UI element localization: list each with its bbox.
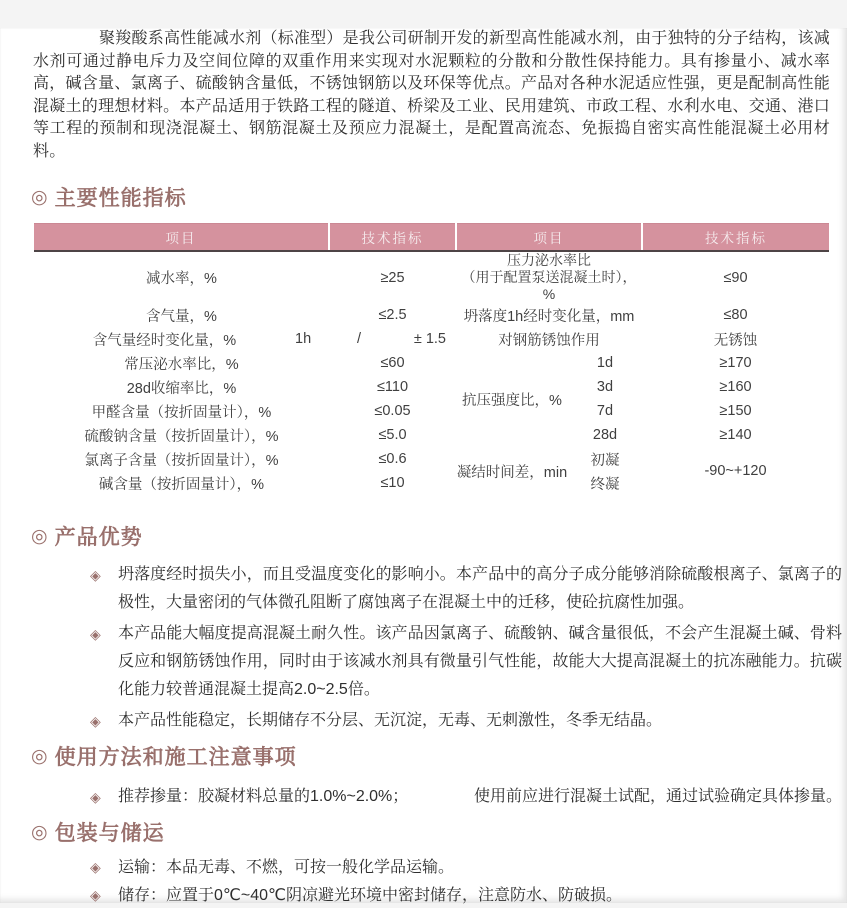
intro-paragraph: 聚羧酸系高性能减水剂（标准型）是我公司研制开发的新型高性能减水剂，由于独特的分子结构，该减水剂可通过静电斥力及空间位障的双重作用来实现对水泥颗粒的分散和分散性保持能力。具有掺量小、减水率高，碱含量、氯离子、硫酸钠含量低，不锈蚀钢筋以及环保等优点。产品对各种水泥适应性强，更是配制高性能混凝土的理想材料。本产品适用于铁路工程的隧道、桥梁及工业、民用建筑、市政工程、水利水电、交通、港口等工程的预制和现浇混凝土、钢筋混凝土及预应力混凝土，是配置高流态、免振捣自密实高性能混凝土必用材料。 xyxy=(33,30,830,160)
section-marker-icon: ◎ xyxy=(31,745,48,767)
table-cell-item: 含气量，% xyxy=(146,308,217,325)
list-item xyxy=(90,707,842,735)
table-cell-value: ≤5.0 xyxy=(378,427,407,443)
table-row xyxy=(34,447,829,471)
diamond-bullet-icon: ◈ xyxy=(90,887,101,903)
diamond-bullet-icon: ◈ xyxy=(90,859,101,875)
list-item xyxy=(90,855,842,880)
table-row xyxy=(34,303,829,327)
table-cell-value: ≥150 xyxy=(719,403,752,419)
bullet-text: 本产品性能稳定，长期储存不分层、无沉淀，无毒、无刺激性，冬季无结晶。 xyxy=(118,712,663,729)
section-heading-packaging xyxy=(31,817,847,847)
table-row xyxy=(34,423,829,447)
section-heading-performance xyxy=(31,182,847,212)
diamond-bullet-icon: ◈ xyxy=(90,626,101,642)
table-cell-value: ≥160 xyxy=(719,379,752,395)
table-cell-age: 终凝 xyxy=(590,476,620,493)
packaging-bullet-list xyxy=(0,855,847,908)
table-cell-age: 1d xyxy=(596,355,614,371)
diamond-bullet-icon: ◈ xyxy=(90,789,101,805)
section-title: 产品优势 xyxy=(54,526,143,549)
table-cell-value: 无锈蚀 xyxy=(713,332,758,349)
bullet-text: 坍落度经时损失小，而且受温度变化的影响小。本产品中的高分子成分能够消除硫酸根离子、氯离子的极性，大量密闭的气体微孔阻断了腐蚀离子在混凝土中的迁移，使砼抗腐性加强。 xyxy=(118,566,842,611)
section-title: 包装与储运 xyxy=(54,822,165,845)
table-cell-subitem: 1h xyxy=(295,331,312,347)
table-cell-age: 7d xyxy=(596,403,614,419)
usage-bullet xyxy=(90,783,842,811)
table-cell-value: ≤0.05 xyxy=(374,403,411,419)
section-heading-advantages xyxy=(31,521,847,551)
table-cell-item: 常压泌水率比，% xyxy=(124,356,239,373)
table-cell-group-label: 抗压强度比，% xyxy=(462,392,562,409)
table-cell-age: 28d xyxy=(592,427,618,443)
table-header-item-right: 项目 xyxy=(456,224,642,252)
table-cell-value: ≤0.6 xyxy=(378,451,407,467)
table-cell-item: 对钢筋锈蚀作用 xyxy=(498,332,600,349)
table-cell-value: ≤110 xyxy=(376,379,409,395)
table-cell-value: ≤2.5 xyxy=(378,307,407,323)
table-row xyxy=(34,251,829,303)
section-marker-icon: ◎ xyxy=(31,821,48,843)
table-header-spec-right: 技术指标 xyxy=(642,224,829,252)
table-cell-item: 减水率，% xyxy=(146,271,217,287)
pressure-bleed-line2: （用于配置泵送混凝土时），% xyxy=(461,269,637,302)
performance-table xyxy=(34,223,829,495)
diamond-bullet-icon: ◈ xyxy=(90,713,101,729)
table-row xyxy=(34,375,829,399)
section-title: 主要性能指标 xyxy=(54,187,187,210)
table-cell-item: 28d收缩率比，% xyxy=(126,380,237,397)
list-item xyxy=(90,561,842,617)
usage-dosage-text: 推荐掺量：胶凝材料总量的1.0%~2.0%； xyxy=(118,788,409,805)
section-marker-icon: ◎ xyxy=(31,186,48,208)
table-cell-age: 3d xyxy=(596,379,614,395)
table-cell-item: 坍落度1h经时变化量，mm xyxy=(463,308,635,325)
table-cell-slash: / xyxy=(357,331,362,347)
bullet-text: 储存：应置于0℃~40℃阴凉避光环境中密封储存，注意防水、防破损。 xyxy=(118,887,622,904)
table-cell-value: ≥170 xyxy=(719,355,752,371)
section-marker-icon: ◎ xyxy=(31,525,48,547)
section-heading-usage xyxy=(31,741,847,771)
table-cell-value: ≤80 xyxy=(723,307,748,323)
table-cell-value-text: ± 1.5 xyxy=(413,331,446,347)
table-cell-group-label: 凝结时间差，min xyxy=(456,464,568,481)
table-cell-value xyxy=(329,327,456,351)
table-cell-item: 碱含量（按折固量计），% xyxy=(98,476,265,493)
advantages-bullet-list xyxy=(0,561,847,735)
datasheet-page xyxy=(0,28,847,903)
table-header-item-left: 项目 xyxy=(34,224,329,252)
table-row xyxy=(34,327,829,351)
table-row xyxy=(34,351,829,375)
table-cell-value: ≤10 xyxy=(380,475,405,491)
diamond-bullet-icon: ◈ xyxy=(90,567,101,583)
table-cell-item-label: 含气量经时变化量，% xyxy=(92,332,237,349)
table-cell-item: 甲醛含量（按折固量计），% xyxy=(91,404,272,421)
table-cell-value: ≥25 xyxy=(380,269,405,286)
table-cell-item: 氯离子含量（按折固量计），% xyxy=(84,452,279,469)
section-title: 使用方法和施工注意事项 xyxy=(54,746,297,769)
table-cell-value: ≤60 xyxy=(380,355,405,371)
table-header-row xyxy=(34,224,829,252)
usage-trial-text: 使用前应进行混凝土试配，通过试验确定具体掺量。 xyxy=(473,788,842,805)
table-header-spec-left: 技术指标 xyxy=(329,224,456,252)
table-cell-value: -90~+120 xyxy=(704,463,767,479)
bullet-text: 运输：本品无毒、不燃，可按一般化学品运输。 xyxy=(118,859,455,876)
table-row xyxy=(34,399,829,423)
table-cell-value: ≤90 xyxy=(723,269,748,286)
table-cell-value: ≥140 xyxy=(719,427,752,443)
bullet-text: 本产品能大幅度提高混凝土耐久性。该产品因氯离子、硫酸钠、碱含量很低，不会产生混凝土碱、骨料反应和钢筋锈蚀作用，同时由于该减水剂具有微量引气性能，故能大大提高混凝土的抗冻融能力。抗碳化能力较普通混凝土提高2.0~2.5倍。 xyxy=(118,625,842,698)
list-item xyxy=(90,620,842,704)
list-item xyxy=(90,883,842,908)
table-cell-item xyxy=(456,251,642,303)
table-cell-age: 初凝 xyxy=(590,452,620,469)
table-cell-item: 硫酸钠含量（按折固量计），% xyxy=(84,428,279,445)
table-cell-item xyxy=(34,327,329,351)
pressure-bleed-line1: 压力泌水率比 xyxy=(507,252,591,268)
